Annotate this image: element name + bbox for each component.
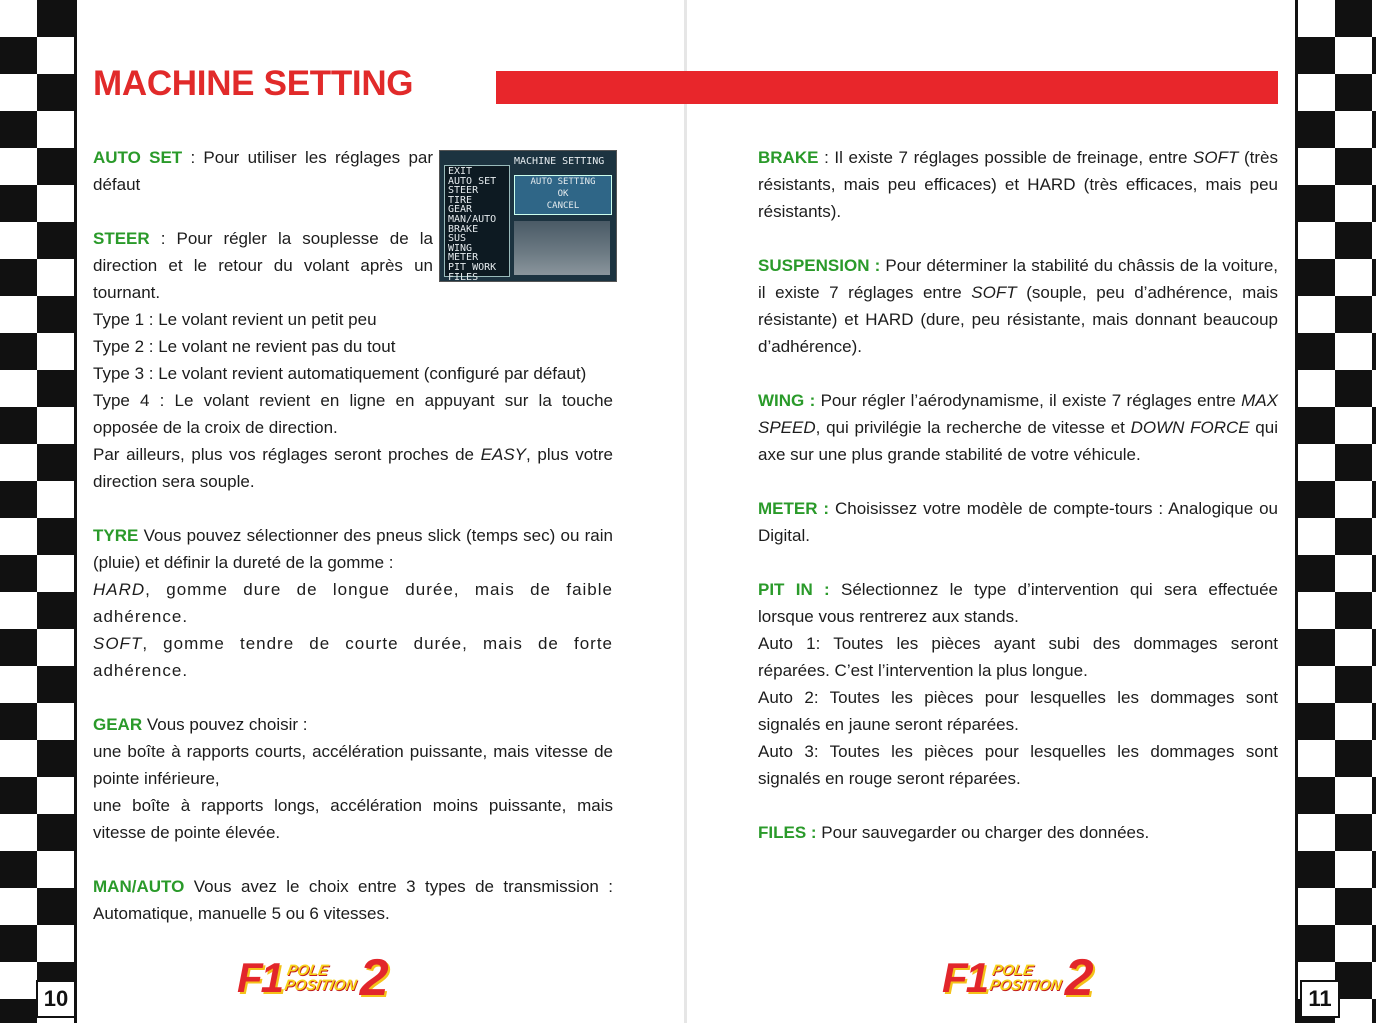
brake-text-end: (très résistants, mais peu efficaces) et HARD (très efficaces, mais peu résistants).	[758, 148, 1279, 221]
keyword-tyre: TYRE	[93, 526, 139, 545]
screenshot-menu-item: STEER	[448, 185, 479, 197]
brake-soft-keyword: SOFT	[1193, 148, 1239, 167]
keyword-suspension: SUSPENSION :	[758, 256, 881, 275]
keyword-meter: METER :	[758, 499, 830, 518]
wing-text-end: qui axe sur une plus grande stabilité de votre véhicule.	[758, 418, 1278, 464]
keyword-auto-set: AUTO SET	[93, 148, 183, 167]
page-left	[77, 0, 684, 1023]
wing-text-mid: , qui privilégie la recherche de vitesse et	[815, 418, 1131, 437]
screenshot-menu-item: EXIT	[448, 166, 473, 177]
screenshot-menu-item: BRAKE	[448, 223, 479, 235]
meter-text: Choisissez votre modèle de compte-tours : Analogique ou Digital.	[758, 499, 1278, 545]
logo-position: POSITION	[283, 976, 358, 994]
logo-position: POSITION	[988, 976, 1063, 994]
steer-type1: Type 1 : Le volant revient un petit peu	[93, 310, 377, 329]
left-column	[93, 144, 613, 954]
pit-in-auto1: Auto 1: Toutes les pièces ayant subi des dommages seront réparées. C’est l’intervention la plus longue.	[758, 634, 1278, 680]
section-suspension	[758, 252, 1278, 360]
keyword-steer: STEER	[93, 229, 150, 248]
suspension-text-end: (souple, peu d’adhérence, mais résistante) et HARD (dure, peu résistante, mais donnant beaucoup d’adhérence).	[758, 283, 1278, 356]
section-wing	[758, 387, 1278, 468]
page-number-right: 11	[1300, 980, 1340, 1018]
keyword-brake: BRAKE	[758, 148, 819, 167]
section-man-auto	[93, 873, 613, 927]
pit-in-auto3: Auto 3: Toutes les pièces pour lesquelles les dommages sont signalés en rouge seront réparées.	[758, 742, 1278, 788]
page-number-left: 10	[36, 980, 76, 1018]
gear-text: Vous pouvez choisir :	[142, 715, 308, 734]
screenshot-menu-item: WING	[448, 242, 473, 254]
steer-type3: Type 3 : Le volant revient automatiquement (configuré par défaut)	[93, 364, 587, 383]
screenshot-menu-item: TIRE	[448, 194, 473, 206]
steer-text: : Pour régler la souplesse de la direction et le retour du volant après un tournant.	[93, 229, 433, 302]
screenshot-menu-item: AUTO SET	[448, 175, 497, 187]
section-files	[758, 819, 1278, 846]
f1-pole-position-logo-right	[942, 950, 1094, 1005]
steer-easy-text: Par ailleurs, plus vos réglages seront proches de	[93, 445, 481, 464]
pit-in-text: Sélectionnez le type d’intervention qui sera effectuée lorsque vous rentrerez aux stands.	[758, 580, 1278, 626]
page-right	[687, 0, 1298, 1023]
screenshot-menu-item: METER	[448, 252, 479, 264]
logo-pole-position	[283, 963, 360, 993]
section-meter	[758, 495, 1278, 549]
screenshot-panel-title: AUTO SETTING	[530, 177, 596, 187]
section-pit-in	[758, 576, 1278, 792]
screenshot-header: MACHINE SETTING	[514, 156, 605, 167]
screenshot-menu-item: FILES	[448, 271, 479, 282]
logo-f1: F1	[237, 953, 283, 1001]
steer-easy-keyword: EASY	[480, 445, 527, 464]
logo-f1: F1	[942, 953, 988, 1001]
tyre-hard-keyword: HARD	[93, 580, 146, 599]
tyre-hard-text: , gomme dure de longue durée, mais de faible adhérence.	[93, 580, 613, 626]
section-auto-set	[93, 144, 433, 198]
keyword-files: FILES :	[758, 823, 817, 842]
page-title: MACHINE SETTING	[93, 64, 414, 103]
f1-pole-position-logo	[237, 950, 389, 1005]
checkered-border-right	[1295, 0, 1376, 1023]
auto-set-text: : Pour utiliser les réglages par défaut	[93, 148, 434, 194]
screenshot-panel-cancel: CANCEL	[546, 201, 580, 211]
section-gear	[93, 711, 613, 846]
logo-two: 2	[359, 948, 389, 1007]
logo-pole-position	[988, 963, 1065, 993]
screenshot-panel-ok: OK	[557, 189, 569, 199]
gear-option-long: une boîte à rapports longs, accélération moins puissante, mais vitesse de pointe élevée.	[93, 796, 613, 842]
screenshot-menu-item: PIT WORK	[448, 261, 497, 273]
section-tyre	[93, 522, 613, 684]
checkered-border-left	[0, 0, 77, 1023]
screenshot-menu-item: SUS	[448, 233, 467, 245]
wing-text: Pour régler l’aérodynamisme, il existe 7 réglages entre	[815, 391, 1242, 410]
wing-max-speed: MAX SPEED	[758, 391, 1278, 437]
keyword-gear: GEAR	[93, 715, 143, 734]
steer-type2: Type 2 : Le volant ne revient pas du tout	[93, 337, 396, 356]
logo-two: 2	[1064, 948, 1094, 1007]
files-text: Pour sauvegarder ou charger des données.	[816, 823, 1150, 842]
man-auto-text: Vous avez le choix entre 3 types de transmission : Automatique, manuelle 5 ou 6 vitesses.	[93, 877, 613, 923]
wing-down-force: DOWN FORCE	[1130, 418, 1250, 437]
pit-in-auto2: Auto 2: Toutes les pièces pour lesquelles les dommages sont signalés en jaune seront réparées.	[758, 688, 1278, 734]
tyre-text: Vous pouvez sélectionner des pneus slick (temps sec) ou rain (pluie) et définir la dureté de la gomme :	[93, 526, 613, 572]
suspension-text: Pour déterminer la stabilité du châssis de la voiture, il existe 7 réglages entre	[758, 256, 1279, 302]
keyword-wing: WING :	[758, 391, 816, 410]
section-steer	[93, 225, 613, 495]
gear-option-short: une boîte à rapports courts, accélération puissante, mais vitesse de pointe inférieure,	[93, 742, 613, 788]
section-brake	[758, 144, 1278, 225]
keyword-man-auto: MAN/AUTO	[93, 877, 185, 896]
screenshot-menu-item: MAN/AUTO	[448, 213, 497, 225]
logo-pole: POLE	[990, 961, 1035, 979]
logo-pole: POLE	[285, 961, 330, 979]
steer-easy-end: , plus votre direction sera souple.	[93, 445, 613, 491]
steer-type4: Type 4 : Le volant revient en ligne en appuyant sur la touche opposée de la croix de direction.	[93, 391, 613, 437]
right-column	[758, 144, 1278, 873]
screenshot-menu-item: GEAR	[448, 204, 473, 216]
keyword-pit-in: PIT IN :	[758, 580, 830, 599]
suspension-soft-keyword: SOFT	[971, 283, 1017, 302]
brake-text: : Il existe 7 réglages possible de freinage, entre	[818, 148, 1194, 167]
tyre-soft-text: , gomme tendre de courte durée, mais de forte adhérence.	[93, 634, 613, 680]
tyre-soft-keyword: SOFT	[93, 634, 143, 653]
title-bar-right	[687, 71, 1278, 104]
